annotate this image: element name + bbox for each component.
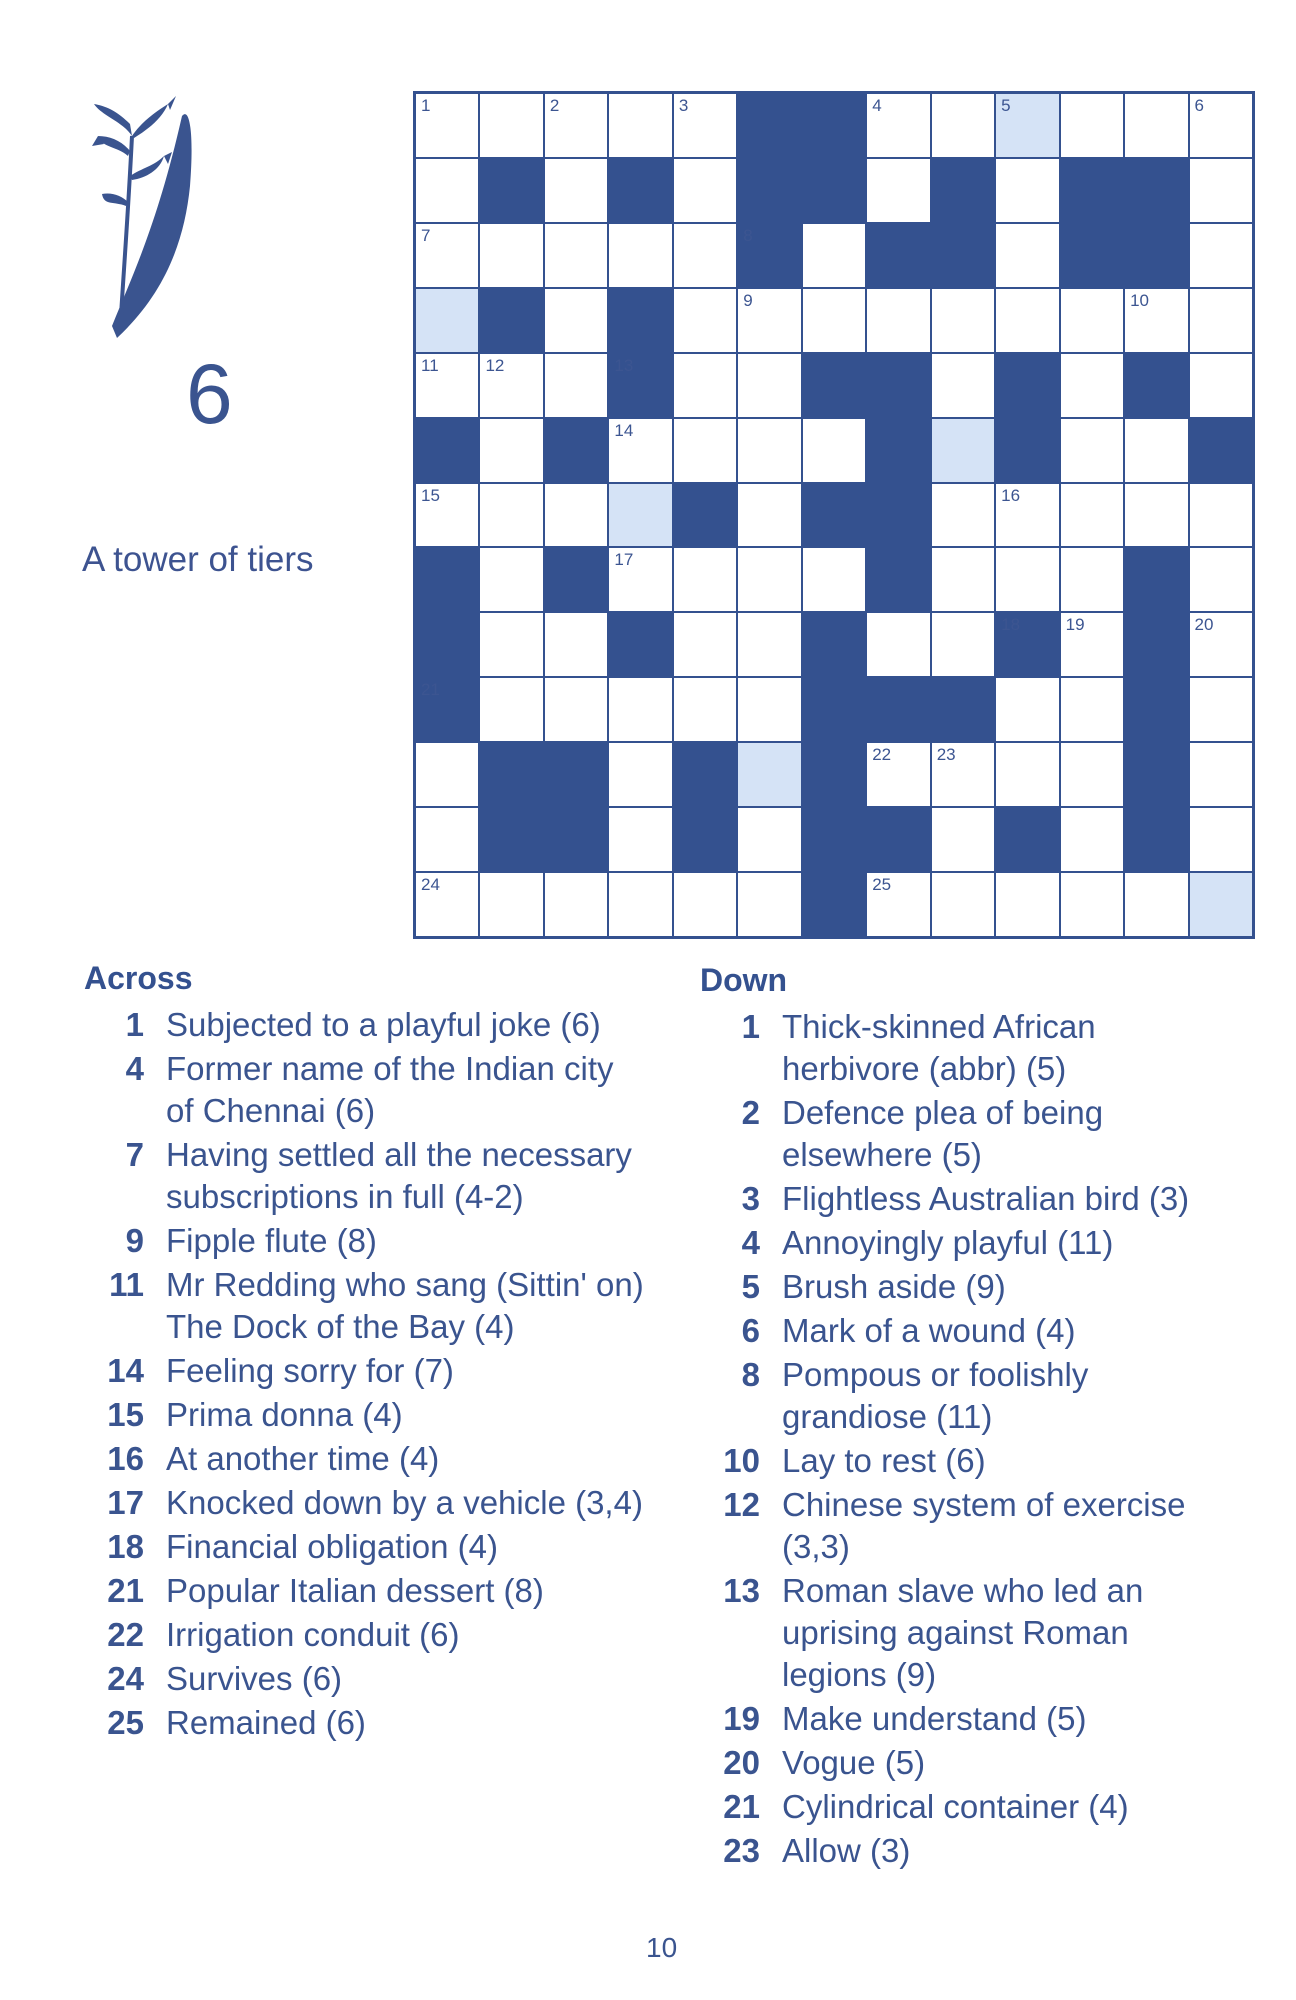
down-clue	[700, 1786, 1240, 1828]
clue-text: Chinese system of exercise (3,3)	[782, 1486, 1186, 1565]
grid-cell[interactable]	[932, 743, 994, 806]
grid-cell[interactable]	[996, 159, 1058, 222]
down-clue	[700, 1830, 1240, 1872]
clue-num: 23	[723, 1832, 760, 1869]
grid-cell[interactable]	[1190, 613, 1252, 676]
clue-text: Vogue (5)	[782, 1744, 926, 1781]
grid-cell[interactable]	[867, 613, 929, 676]
across-clue	[84, 1658, 644, 1700]
grid-block	[674, 808, 736, 871]
clue-number: 23	[936, 745, 956, 765]
grid-cell[interactable]	[1190, 159, 1252, 222]
grid-block	[480, 743, 542, 806]
clue-num: 21	[107, 1572, 144, 1609]
grid-cell[interactable]	[1061, 548, 1123, 611]
clue-number: 18	[1001, 615, 1021, 635]
grid-block	[803, 354, 865, 417]
grid-cell[interactable]	[674, 678, 736, 741]
grid-cell[interactable]	[932, 289, 994, 352]
across-clue	[84, 1526, 644, 1568]
clue-num: 1	[125, 1006, 144, 1043]
clue-number: 6	[1194, 96, 1204, 115]
grid-block	[1061, 159, 1123, 222]
across-clue	[84, 1264, 644, 1348]
grid-cell[interactable]	[545, 224, 607, 287]
grid-cell[interactable]	[545, 94, 607, 157]
grid-block	[545, 743, 607, 806]
clue-text: Allow (3)	[782, 1832, 911, 1869]
grid-block	[803, 678, 865, 741]
grid-cell[interactable]	[1190, 94, 1252, 157]
clue-num: 7	[125, 1136, 144, 1173]
grid-cell[interactable]	[1061, 419, 1123, 482]
grid-cell[interactable]	[738, 613, 800, 676]
grid-cell[interactable]	[545, 873, 607, 936]
clue-num: 25	[107, 1704, 144, 1741]
clue-num: 22	[107, 1616, 144, 1653]
clue-number: 3	[678, 96, 689, 115]
grid-cell[interactable]	[1190, 354, 1252, 417]
across-clue	[84, 1438, 644, 1480]
grid-cell[interactable]	[545, 484, 607, 547]
grid-cell[interactable]	[738, 548, 800, 611]
down-clue	[700, 1698, 1240, 1740]
clue-num: 5	[741, 1268, 760, 1305]
clue-text: Roman slave who led an uprising against Roman legions (9)	[782, 1572, 1144, 1693]
grid-cell[interactable]	[1061, 94, 1123, 157]
grid-block	[416, 419, 478, 482]
grid-cell[interactable]	[480, 548, 542, 611]
clue-num: 4	[741, 1224, 760, 1261]
clue-num: 8	[741, 1356, 760, 1393]
across-clue	[84, 1048, 644, 1132]
clue-number: 7	[421, 225, 431, 245]
grid-cell[interactable]	[674, 94, 736, 157]
grid-block	[1125, 548, 1187, 611]
grid-block	[480, 159, 542, 222]
grid-block	[1125, 159, 1187, 222]
grid-cell[interactable]	[609, 678, 671, 741]
grid-cell[interactable]	[609, 873, 671, 936]
grid-block	[738, 224, 800, 287]
grid-cell[interactable]	[416, 159, 478, 222]
clue-number: 12	[485, 355, 505, 375]
grid-cell[interactable]	[1190, 743, 1252, 806]
clue-number: 10	[1130, 290, 1149, 310]
down-clue	[700, 1310, 1240, 1352]
grid-block	[1125, 678, 1187, 741]
grid-cell[interactable]	[609, 94, 671, 157]
grid-cell[interactable]	[545, 678, 607, 741]
down-clue	[700, 1178, 1240, 1220]
clue-number: 5	[1001, 96, 1011, 115]
clue-number: 24	[421, 875, 440, 895]
grid-cell[interactable]	[609, 548, 671, 611]
clue-text: Survives (6)	[166, 1660, 343, 1697]
grid-cell[interactable]	[416, 743, 478, 806]
grid-block	[609, 613, 671, 676]
clue-text: Having settled all the necessary subscriptions in full (4-2)	[166, 1136, 632, 1215]
grid-cell[interactable]	[416, 94, 478, 157]
clue-text: Flightless Australian bird (3)	[782, 1180, 1190, 1217]
grid-block	[867, 548, 929, 611]
page-number: 10	[646, 1932, 678, 1963]
grid-cell[interactable]	[1061, 289, 1123, 352]
grid-cell[interactable]	[545, 354, 607, 417]
grid-cell[interactable]	[996, 548, 1058, 611]
clue-text: Popular Italian dessert (8)	[166, 1572, 544, 1609]
clue-number: 2	[549, 96, 560, 115]
clue-text: Annoyingly playful (11)	[782, 1224, 1114, 1261]
clue-text: At another time (4)	[166, 1440, 440, 1477]
down-clue	[700, 1006, 1240, 1090]
grid-block	[1061, 224, 1123, 287]
clue-number: 17	[614, 550, 634, 570]
grid-cell[interactable]	[480, 873, 542, 936]
across-clue	[84, 1220, 644, 1262]
grid-cell[interactable]	[932, 484, 994, 547]
grid-block	[803, 808, 865, 871]
clue-text: Lay to rest (6)	[782, 1442, 986, 1479]
clue-num: 9	[125, 1222, 144, 1259]
grid-block	[803, 484, 865, 547]
grid-block	[867, 224, 929, 287]
down-clue	[700, 1742, 1240, 1784]
clue-num: 19	[723, 1700, 760, 1737]
grid-block	[545, 419, 607, 482]
clue-number: 1	[421, 96, 431, 115]
down-clue	[700, 1354, 1240, 1438]
grid-cell[interactable]	[1061, 613, 1123, 676]
across-clue	[84, 1614, 644, 1656]
clue-text: Irrigation conduit (6)	[166, 1616, 460, 1653]
grid-cell[interactable]	[932, 548, 994, 611]
bluebell-flower-icon	[72, 76, 202, 356]
grid-cell[interactable]	[738, 289, 800, 352]
clue-num: 24	[107, 1660, 144, 1697]
grid-cell[interactable]	[1190, 808, 1252, 871]
down-clue	[700, 1484, 1240, 1568]
grid-cell[interactable]	[545, 613, 607, 676]
grid-cell[interactable]	[609, 743, 671, 806]
grid-cell[interactable]	[416, 873, 478, 936]
grid-cell[interactable]	[1190, 873, 1252, 936]
grid-block	[1125, 808, 1187, 871]
grid-cell[interactable]	[996, 678, 1058, 741]
clue-number: 20	[1194, 615, 1214, 635]
puzzle-number: 6	[186, 347, 233, 441]
clue-text: Knocked down by a vehicle (3,4)	[166, 1484, 643, 1521]
grid-block	[867, 419, 929, 482]
grid-cell[interactable]	[996, 484, 1058, 547]
grid-block	[996, 419, 1058, 482]
clue-number: 14	[614, 420, 634, 440]
clue-num: 21	[723, 1788, 760, 1825]
grid-block	[996, 354, 1058, 417]
clue-text: Feeling sorry for (7)	[166, 1352, 454, 1389]
grid-cell[interactable]	[416, 808, 478, 871]
clue-text: Financial obligation (4)	[166, 1528, 499, 1565]
grid-block	[803, 613, 865, 676]
clue-text: Brush aside (9)	[782, 1268, 1006, 1305]
grid-cell[interactable]	[674, 224, 736, 287]
grid-cell[interactable]	[480, 484, 542, 547]
grid-block	[674, 743, 736, 806]
grid-cell[interactable]	[1061, 354, 1123, 417]
across-clue	[84, 1134, 644, 1218]
clue-num: 13	[723, 1572, 760, 1609]
grid-cell[interactable]	[803, 419, 865, 482]
grid-block	[545, 808, 607, 871]
grid-cell[interactable]	[1125, 419, 1187, 482]
grid-cell[interactable]	[416, 354, 478, 417]
across-clue	[84, 1570, 644, 1612]
clue-num: 14	[107, 1352, 144, 1389]
grid-block	[480, 289, 542, 352]
grid-block	[996, 613, 1058, 676]
grid-block	[867, 808, 929, 871]
grid-block	[932, 224, 994, 287]
clue-text: Mark of a wound (4)	[782, 1312, 1076, 1349]
clue-num: 6	[741, 1312, 760, 1349]
grid-cell[interactable]	[1125, 484, 1187, 547]
clue-num: 3	[741, 1180, 760, 1217]
grid-cell[interactable]	[996, 873, 1058, 936]
puzzle-subtitle: A tower of tiers	[82, 540, 314, 579]
clue-text: Remained (6)	[166, 1704, 366, 1741]
clue-number: 9	[743, 290, 753, 310]
grid-cell[interactable]	[480, 224, 542, 287]
grid-cell[interactable]	[480, 94, 542, 157]
across-clue	[84, 1350, 644, 1392]
clue-number: 21	[421, 680, 440, 700]
grid-block	[738, 159, 800, 222]
grid-cell[interactable]	[996, 94, 1058, 157]
grid-block	[1125, 224, 1187, 287]
grid-cell[interactable]	[416, 289, 478, 352]
grid-cell[interactable]	[867, 289, 929, 352]
grid-cell[interactable]	[932, 808, 994, 871]
grid-cell[interactable]	[738, 484, 800, 547]
clue-text: Subjected to a playful joke (6)	[166, 1006, 601, 1043]
grid-cell[interactable]	[545, 159, 607, 222]
grid-cell[interactable]	[545, 289, 607, 352]
grid-block	[803, 873, 865, 936]
grid-cell[interactable]	[1190, 484, 1252, 547]
across-heading: Across	[84, 960, 193, 996]
clue-num: 20	[723, 1744, 760, 1781]
down-clue	[700, 1222, 1240, 1264]
grid-cell[interactable]	[416, 484, 478, 547]
grid-block	[1125, 354, 1187, 417]
across-clue-list	[84, 1004, 644, 1746]
grid-cell[interactable]	[480, 354, 542, 417]
grid-cell[interactable]	[609, 484, 671, 547]
grid-block	[867, 484, 929, 547]
clue-num: 15	[107, 1396, 144, 1433]
grid-block	[416, 613, 478, 676]
clue-text: Mr Redding who sang (Sittin' on) The Dock of the Bay (4)	[166, 1266, 644, 1345]
down-clue	[700, 1570, 1240, 1696]
grid-block	[674, 484, 736, 547]
down-clue	[700, 1266, 1240, 1308]
grid-cell[interactable]	[1190, 548, 1252, 611]
clue-text: Cylindrical container (4)	[782, 1788, 1129, 1825]
clue-num: 16	[107, 1440, 144, 1477]
grid-block	[1125, 743, 1187, 806]
across-clue	[84, 1702, 644, 1744]
grid-cell[interactable]	[932, 94, 994, 157]
grid-block	[609, 354, 671, 417]
grid-cell[interactable]	[674, 289, 736, 352]
across-clue	[84, 1394, 644, 1436]
grid-cell[interactable]	[1061, 678, 1123, 741]
grid-cell[interactable]	[738, 678, 800, 741]
grid-cell[interactable]	[1061, 743, 1123, 806]
down-clue-list	[700, 1006, 1240, 1874]
clue-number: 25	[872, 875, 892, 895]
clue-number: 4	[872, 96, 882, 115]
grid-cell[interactable]	[480, 678, 542, 741]
grid-cell[interactable]	[1190, 678, 1252, 741]
clue-text: Defence plea of being elsewhere (5)	[782, 1094, 1104, 1173]
grid-cell[interactable]	[674, 419, 736, 482]
grid-cell[interactable]	[996, 289, 1058, 352]
clue-num: 17	[107, 1484, 144, 1521]
grid-cell[interactable]	[1061, 808, 1123, 871]
across-clue	[84, 1004, 644, 1046]
grid-block	[867, 678, 929, 741]
grid-block	[609, 289, 671, 352]
grid-cell[interactable]	[738, 743, 800, 806]
clue-text: Fipple flute (8)	[166, 1222, 377, 1259]
grid-cell[interactable]	[738, 808, 800, 871]
grid-cell[interactable]	[932, 613, 994, 676]
grid-cell[interactable]	[867, 873, 929, 936]
grid-cell[interactable]	[674, 548, 736, 611]
grid-block	[738, 94, 800, 157]
grid-cell[interactable]	[996, 743, 1058, 806]
down-clue	[700, 1092, 1240, 1176]
grid-cell[interactable]	[1190, 289, 1252, 352]
grid-cell[interactable]	[1125, 94, 1187, 157]
clue-text: Former name of the Indian city of Chennai (6)	[166, 1050, 614, 1129]
grid-block	[803, 743, 865, 806]
clue-num: 4	[125, 1050, 144, 1087]
grid-block	[416, 678, 478, 741]
down-clue	[700, 1440, 1240, 1482]
grid-cell[interactable]	[803, 224, 865, 287]
clue-num: 10	[723, 1442, 760, 1479]
grid-cell[interactable]	[738, 419, 800, 482]
crossword-grid	[413, 91, 1255, 939]
clue-number: 13	[614, 355, 634, 375]
grid-cell[interactable]	[674, 354, 736, 417]
grid-cell[interactable]	[996, 224, 1058, 287]
down-heading: Down	[700, 962, 788, 998]
grid-block	[996, 808, 1058, 871]
clue-num: 18	[107, 1528, 144, 1565]
grid-block	[867, 354, 929, 417]
clue-num: 1	[741, 1008, 760, 1045]
grid-cell[interactable]	[1125, 289, 1187, 352]
grid-block	[932, 678, 994, 741]
clue-number: 11	[421, 355, 439, 375]
grid-cell[interactable]	[674, 873, 736, 936]
clue-text: Prima donna (4)	[166, 1396, 403, 1433]
grid-block	[803, 94, 865, 157]
clue-number: 16	[1001, 485, 1021, 505]
grid-cell[interactable]	[932, 419, 994, 482]
grid-cell[interactable]	[1190, 224, 1252, 287]
grid-cell[interactable]	[480, 419, 542, 482]
grid-block	[416, 548, 478, 611]
grid-cell[interactable]	[932, 873, 994, 936]
clue-num: 11	[109, 1266, 144, 1303]
clue-text: Make understand (5)	[782, 1700, 1087, 1737]
grid-cell[interactable]	[674, 159, 736, 222]
grid-cell[interactable]	[932, 354, 994, 417]
grid-block	[803, 159, 865, 222]
grid-block	[1125, 613, 1187, 676]
clue-num: 12	[723, 1486, 760, 1523]
clue-number: 19	[1065, 615, 1085, 635]
clue-num: 2	[741, 1094, 760, 1131]
grid-cell[interactable]	[738, 873, 800, 936]
grid-cell[interactable]	[609, 808, 671, 871]
grid-block	[480, 808, 542, 871]
grid-cell[interactable]	[1061, 873, 1123, 936]
grid-block	[1190, 419, 1252, 482]
clue-number: 22	[872, 745, 892, 765]
across-clue	[84, 1482, 644, 1524]
grid-cell[interactable]	[1125, 873, 1187, 936]
grid-block	[932, 159, 994, 222]
grid-cell[interactable]	[609, 224, 671, 287]
grid-cell[interactable]	[674, 613, 736, 676]
grid-block	[545, 548, 607, 611]
grid-cell[interactable]	[867, 743, 929, 806]
grid-cell[interactable]	[416, 224, 478, 287]
clue-text: Thick-skinned African herbivore (abbr) (5)	[782, 1008, 1096, 1087]
grid-cell[interactable]	[803, 289, 865, 352]
clue-number: 15	[421, 485, 440, 505]
clue-text: Pompous or foolishly grandiose (11)	[782, 1356, 1089, 1435]
grid-cell[interactable]	[867, 94, 929, 157]
grid-cell[interactable]	[738, 354, 800, 417]
grid-cell[interactable]	[480, 613, 542, 676]
grid-block	[609, 159, 671, 222]
grid-cell[interactable]	[867, 159, 929, 222]
grid-cell[interactable]	[803, 548, 865, 611]
grid-cell[interactable]	[1061, 484, 1123, 547]
clue-number: 8	[743, 225, 753, 245]
grid-cell[interactable]	[609, 419, 671, 482]
